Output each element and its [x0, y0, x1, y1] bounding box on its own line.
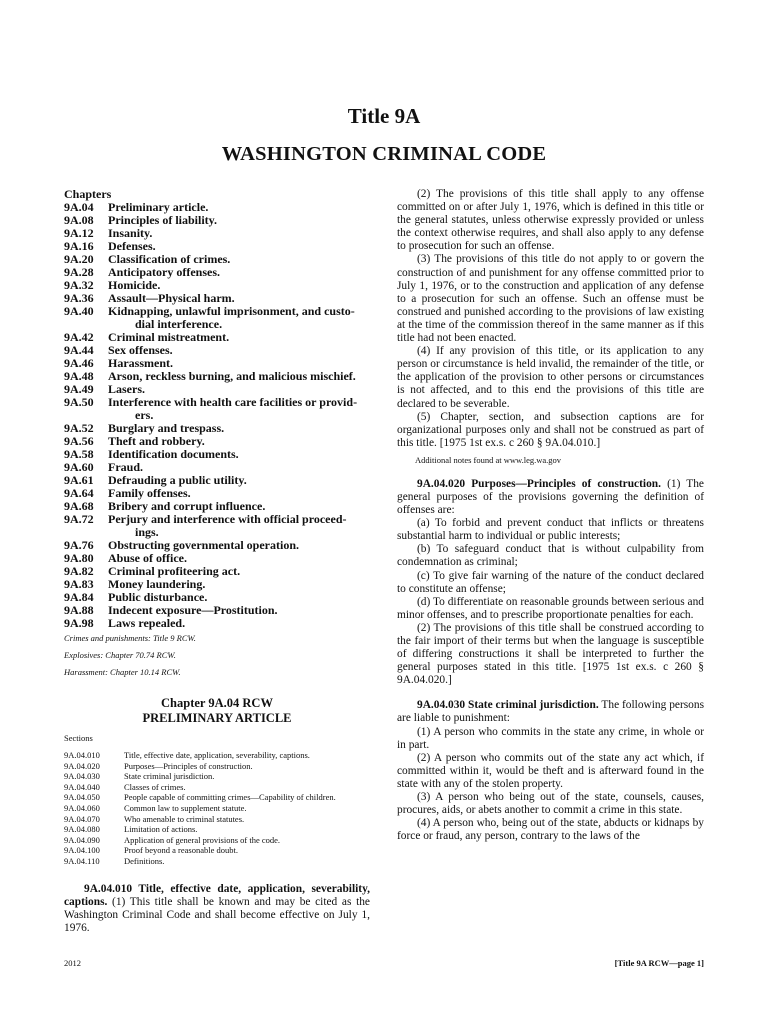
chapter-number: 9A.58 [64, 447, 94, 461]
chapter-number: 9A.72 [64, 512, 94, 526]
chapter-number: 9A.28 [64, 265, 94, 279]
chapter-number: 9A.04 [64, 200, 94, 214]
chapter-number: 9A.84 [64, 590, 94, 604]
section-number: 9A.04.050 [64, 792, 100, 803]
cross-reference: Crimes and punishments: Title 9 RCW. [64, 633, 196, 643]
section-list-item [64, 750, 370, 761]
chapter-title: Perjury and interference with official proceed- ings. [108, 512, 347, 539]
chapter-list-item [64, 617, 370, 630]
chapter-title: Interference with health care facilities or provid- ers. [108, 395, 358, 422]
section-list-item [64, 814, 370, 825]
paragraph: (1) A person who commits in the state any crime, in whole or in part. [397, 725, 704, 751]
section-list-item [64, 824, 370, 835]
chapter-number: 9A.76 [64, 538, 94, 552]
chapter-number: 9A.46 [64, 356, 94, 370]
chapter-number: 9A.48 [64, 369, 94, 383]
chapter-title: Criminal profiteering act. [108, 564, 241, 578]
chapter-title: Kidnapping, unlawful imprisonment, and custo- dial interference. [108, 304, 355, 331]
chapter-number: 9A.36 [64, 291, 94, 305]
section-title: Title, effective date, application, severability, captions. [124, 750, 310, 760]
section-title: People capable of committing crimes—Capability of children. [124, 792, 336, 803]
chapter-number: Chapter 9A.04 RCW [161, 696, 273, 710]
chapter-number: 9A.61 [64, 473, 94, 487]
right-column [397, 188, 704, 843]
section-heading: 9A.04.020 Purposes—Principles of construction. [417, 477, 661, 490]
section-title: Common law to supplement statute. [124, 802, 247, 813]
additional-notes: Additional notes found at www.leg.wa.gov [415, 454, 562, 465]
chapter-number: 9A.83 [64, 577, 94, 591]
chapter-number: 9A.20 [64, 252, 94, 266]
paragraph: (c) To give fair warning of the nature of the conduct declared to constitute an offense; [397, 569, 704, 595]
paragraph: (a) To forbid and prevent conduct that inflicts or threatens substantial harm to individual or public interests; [397, 517, 704, 543]
section-title: Purposes—Principles of construction. [124, 760, 253, 771]
chapter-title: Defenses. [108, 239, 156, 253]
section-title: Who amenable to criminal statutes. [124, 813, 245, 824]
section-list-item [64, 782, 370, 793]
section-title: Application of general provisions of the code. [124, 834, 281, 845]
code-name-heading: WASHINGTON CRIMINAL CODE [221, 143, 547, 165]
section-9a04030-intro: 9A.04.030 State criminal jurisdiction. The following persons are liable to punishment: [397, 699, 704, 725]
section-number: 9A.04.060 [64, 802, 100, 813]
paragraph: (4) A person who, being out of the state, abducts or kidnaps by force or fraud, any person, contrary to the laws of the [397, 817, 704, 843]
section-list-item [64, 771, 370, 782]
chapter-number: 9A.88 [64, 603, 94, 617]
chapter-number: 9A.08 [64, 213, 94, 227]
section-number: 9A.04.010 [64, 750, 100, 760]
paragraph: (2) A person who commits out of the state any act which, if committed within it, would be theft and is afterward found in the state with any of the stolen property. [397, 751, 704, 790]
section-number: 9A.04.020 [64, 760, 100, 771]
paragraph: (b) To safeguard conduct that is without culpability from condemnation as criminal; [397, 543, 704, 569]
chapter-number: 9A.60 [64, 460, 94, 474]
chapter-list [64, 201, 370, 630]
chapter-title: Laws repealed. [108, 616, 186, 630]
title-heading: Title 9A [347, 104, 421, 128]
chapter-number: 9A.49 [64, 382, 94, 396]
section-title: Definitions. [124, 855, 165, 866]
section-list-item [64, 835, 370, 846]
chapter-list-item [64, 513, 370, 539]
chapter-title: Family offenses. [108, 486, 191, 500]
paragraph: (2) The provisions of this title shall be construed according to the fair import of their terms but when the language is susceptible of differing constructions it shall be interpreted to further the general purposes stated in this title. [1975 1st ex.s. c 260 § 9A.04.020.] [397, 621, 704, 687]
paragraph: (3) The provisions of this title do not apply to or govern the construction of and punishment for any offense committed prior to July 1, 1976, or to the construction and application of any defense to a prosecution for such an offense. Such an offense must be construed and punished according to the provisions of law existing at the time of the commission thereof in the same manner as if this title had not been enacted. [397, 253, 704, 345]
chapter-number: 9A.82 [64, 564, 94, 578]
section-number: 9A.04.100 [64, 845, 100, 856]
chapter-title: Classification of crimes. [108, 252, 231, 266]
section-title: State criminal jurisdiction. [124, 771, 215, 782]
chapter-title: Anticipatory offenses. [108, 265, 220, 279]
chapter-number: 9A.32 [64, 278, 94, 292]
chapter-number: 9A.64 [64, 486, 94, 500]
chapter-number: 9A.80 [64, 551, 94, 565]
chapter-title: Preliminary article. [108, 200, 209, 214]
chapter-title: Money laundering. [108, 577, 206, 591]
cross-reference: Harassment: Chapter 10.14 RCW. [64, 667, 181, 677]
paragraph: (3) A person who being out of the state, counsels, causes, procures, aids, or abets another to commit a crime in this state. [397, 791, 704, 817]
footer-year: 2012 [64, 958, 81, 968]
section-list-item [64, 792, 370, 803]
chapter-title: Homicide. [108, 278, 161, 292]
chapter-title: Principles of liability. [108, 213, 218, 227]
chapter-number: 9A.16 [64, 239, 94, 253]
chapter-title: Sex offenses. [108, 343, 173, 357]
chapter-heading [64, 696, 370, 726]
chapter-title: Bribery and corrupt influence. [108, 499, 266, 513]
chapter-title: Insanity. [108, 226, 153, 240]
chapter-number: 9A.44 [64, 343, 94, 357]
chapters-heading: Chapters [64, 187, 112, 201]
chapter-title: Arson, reckless burning, and malicious mischief. [108, 369, 356, 383]
section-list-item [64, 803, 370, 814]
chapter-number: 9A.12 [64, 226, 94, 240]
sections-label: Sections [64, 733, 93, 743]
section-number: 9A.04.110 [64, 855, 100, 866]
chapter-number: 9A.50 [64, 395, 94, 409]
section-number: 9A.04.090 [64, 834, 100, 845]
section-number: 9A.04.070 [64, 813, 100, 824]
chapter-number: 9A.68 [64, 499, 94, 513]
paragraph: (4) If any provision of this title, or its application to any person or circumstance is held invalid, the remainder of the title, or the application of the provision to other persons or circumstances is not affected, and to this end the provisions of this title are declared to be severable. [397, 345, 704, 410]
chapter-title: Theft and robbery. [108, 434, 205, 448]
footer-page-label: [Title 9A RCW—page 1] [614, 958, 704, 968]
chapter-title: Lasers. [108, 382, 145, 396]
section-number: 9A.04.080 [64, 824, 100, 835]
chapter-title: Identification documents. [108, 447, 239, 461]
chapter-title: Criminal mistreatment. [108, 330, 230, 344]
chapter-number: 9A.56 [64, 434, 94, 448]
section-title: Limitation of actions. [124, 824, 198, 835]
chapter-list-item [64, 396, 370, 422]
chapter-number: 9A.40 [64, 304, 94, 318]
section-heading: 9A.04.030 State criminal jurisdiction. [417, 699, 599, 712]
chapter-title: Abuse of office. [108, 551, 187, 565]
section-table [64, 750, 370, 867]
chapter-number: 9A.98 [64, 616, 94, 630]
chapter-title: Indecent exposure—Prostitution. [108, 603, 278, 617]
section-list-item [64, 761, 370, 772]
chapter-title: Public disturbance. [108, 590, 208, 604]
section-9a04010-p1: 9A.04.010 Title, effective date, application, severability, captions. (1) This title shall be known and may be cited as the Washington Criminal Code and shall become effective on July 1, 1976. [64, 882, 370, 934]
left-column [64, 188, 370, 935]
chapter-title: PRELIMINARY ARTICLE [142, 711, 292, 725]
section-heading: 9A.04.010 Title, effective date, application, severability, captions. [64, 882, 370, 908]
chapter-title: Assault—Physical harm. [108, 291, 235, 305]
paragraph: (2) The provisions of this title shall apply to any offense committed on or after July 1, 1976, which is defined in this title or the general statutes, unless otherwise expressly provided or unless the context otherwise requires, and shall also apply to any defense to prosecution for such an offense. [397, 188, 704, 253]
section-number: 9A.04.040 [64, 781, 100, 792]
chapter-title: Burglary and trespass. [108, 421, 225, 435]
section-number: 9A.04.030 [64, 771, 100, 782]
chapter-number: 9A.52 [64, 421, 94, 435]
section-list-item [64, 845, 370, 856]
paragraph: (d) To differentiate on reasonable grounds between serious and minor offenses, and to prescribe proportionate penalties for each. [397, 595, 704, 621]
cross-reference: Explosives: Chapter 70.74 RCW. [64, 650, 176, 660]
section-title: Proof beyond a reasonable doubt. [124, 845, 239, 856]
section-list-item [64, 856, 370, 867]
chapter-title: Defrauding a public utility. [108, 473, 247, 487]
section-title: Classes of crimes. [124, 781, 186, 792]
chapter-title: Obstructing governmental operation. [108, 538, 299, 552]
chapter-number: 9A.42 [64, 330, 94, 344]
section-9a04020-intro: 9A.04.020 Purposes—Principles of construction. (1) The general purposes of the provisions governing the definition of offenses are: [397, 477, 704, 517]
paragraph: (5) Chapter, section, and subsection captions are for organizational purposes only and shall not be construed as part of this title. [1975 1st ex.s. c 260 § 9A.04.010.] [397, 410, 704, 449]
chapter-list-item [64, 305, 370, 331]
chapter-title: Fraud. [108, 460, 144, 474]
chapter-title: Harassment. [108, 356, 173, 370]
